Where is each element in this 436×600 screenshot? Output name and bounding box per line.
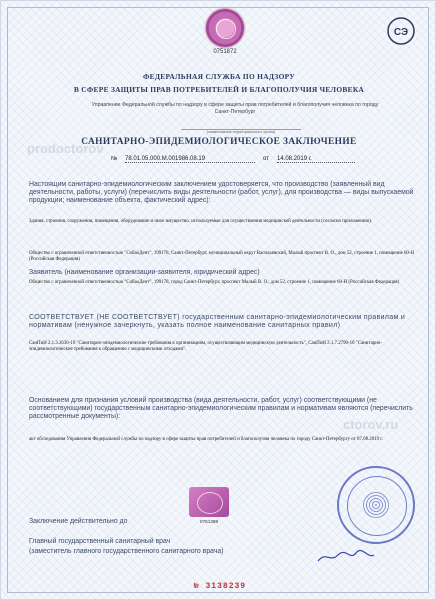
activity-text: Здания, строения, сооружения, помещения, оборудование и иное имущество, используемые для осуществления медицинской деятельности (согласно приложению). (29, 219, 372, 224)
watermark-left: prodoctorov (27, 141, 104, 156)
date-label: от (263, 156, 269, 162)
chief-subtitle: (заместитель главного государственного санитарного врача) (29, 548, 224, 555)
basis-document: акт обследования Управления Федеральной службы по надзору в сфере защиты прав потребителей и благополучия человека по городу Санкт-Петербургу от 07.08.2019 г. (29, 437, 383, 442)
official-round-stamp-icon (337, 466, 415, 544)
watermark-right: ctorov.ru (343, 417, 399, 432)
agency-title: ФЕДЕРАЛЬНАЯ СЛУЖБА ПО НАДЗОРУ (142, 72, 296, 81)
object-text: Общество с ограниченной ответственностью "СобаоДент", 199178, Санкт-Петербург, муниципальный округ Васильевский, Малый проспект В. О., дом 52, строение 1, помещение 60-Н (Российская Федерация) (29, 251, 415, 263)
basis-text: Основанием для признания условий производства (вида деятельности, работ, услуг) соответствующими (не соответствующими) государственным санитарно-эпидемиологическим правилам и нормативам являются (перечислить рассмотренные документы): (29, 397, 413, 421)
department-hint: (наименование территориального органа) (181, 129, 301, 134)
chief-title: Главный государственный санитарный врач (29, 538, 171, 545)
document-title: САНИТАРНО-ЭПИДЕМИОЛОГИЧЕСКОЕ ЗАКЛЮЧЕНИЕ (81, 137, 357, 147)
intro-text: Настоящим санитарно-эпидемиологическим заключением удостоверяется, что производство (заявленный вид деятельности, работы, услуги) (перечислить виды деятельности (работ, услуг), для производства — виды выпускаемой продукции; наименование объекта, фактический адрес): (29, 181, 414, 205)
signature-icon (316, 549, 376, 565)
document-date: 14.08.2019 г. (277, 156, 355, 163)
hologram-stamp-number: 0751388 (199, 519, 219, 524)
compliance-text: СООТВЕТСТВУЕТ (НЕ СООТВЕТСТВУЕТ) государственным санитарно-эпидемиологическим правилам и нормативам (ненужное зачеркнуть, указать полное наименование санитарных правил) (29, 313, 406, 330)
sanitary-service-logo (387, 17, 415, 45)
agency-subtitle: В СФЕРЕ ЗАЩИТЫ ПРАВ ПОТРЕБИТЕЛЕЙ И БЛАГОПОЛУЧИЯ ЧЕЛОВЕКА (73, 85, 365, 94)
applicant-text: Общество с ограниченной ответственностью "СобаоДент", 199178, город Санкт-Петербург, проспект Малый В. О., дом 52, строение 1, помещение 60-Н (Российская Федерация) (29, 280, 400, 285)
validity-label: Заключение действительно до (29, 518, 128, 525)
department-name: Управление Федеральной службы по надзору в сфере защиты прав потребителей и благополучия человека по городу Санкт-Петербург (91, 102, 379, 115)
serial-number: № 3138239 (193, 582, 247, 591)
rules-text: СанПиН 2.1.3.2630-10 "Санитарно-эпидемиологические требования к организациям, осуществляющим медицинскую деятельность", СанПиН 2.1.7.2790-10 "Санитарно-эпидемиологические требования к обращению с медицинскими отходами". (29, 341, 382, 353)
number-label: № (111, 156, 118, 162)
document-number: 78.01.05.000.М.001986.08.19 (125, 156, 255, 163)
logo-text: СЭ (393, 27, 409, 38)
hologram-seal-icon (206, 9, 244, 47)
seal-number: 0751872 (213, 49, 237, 55)
applicant-label: Заявитель (наименование организации-заявителя, юридический адрес) (29, 269, 260, 276)
hologram-stamp-icon (189, 487, 229, 517)
